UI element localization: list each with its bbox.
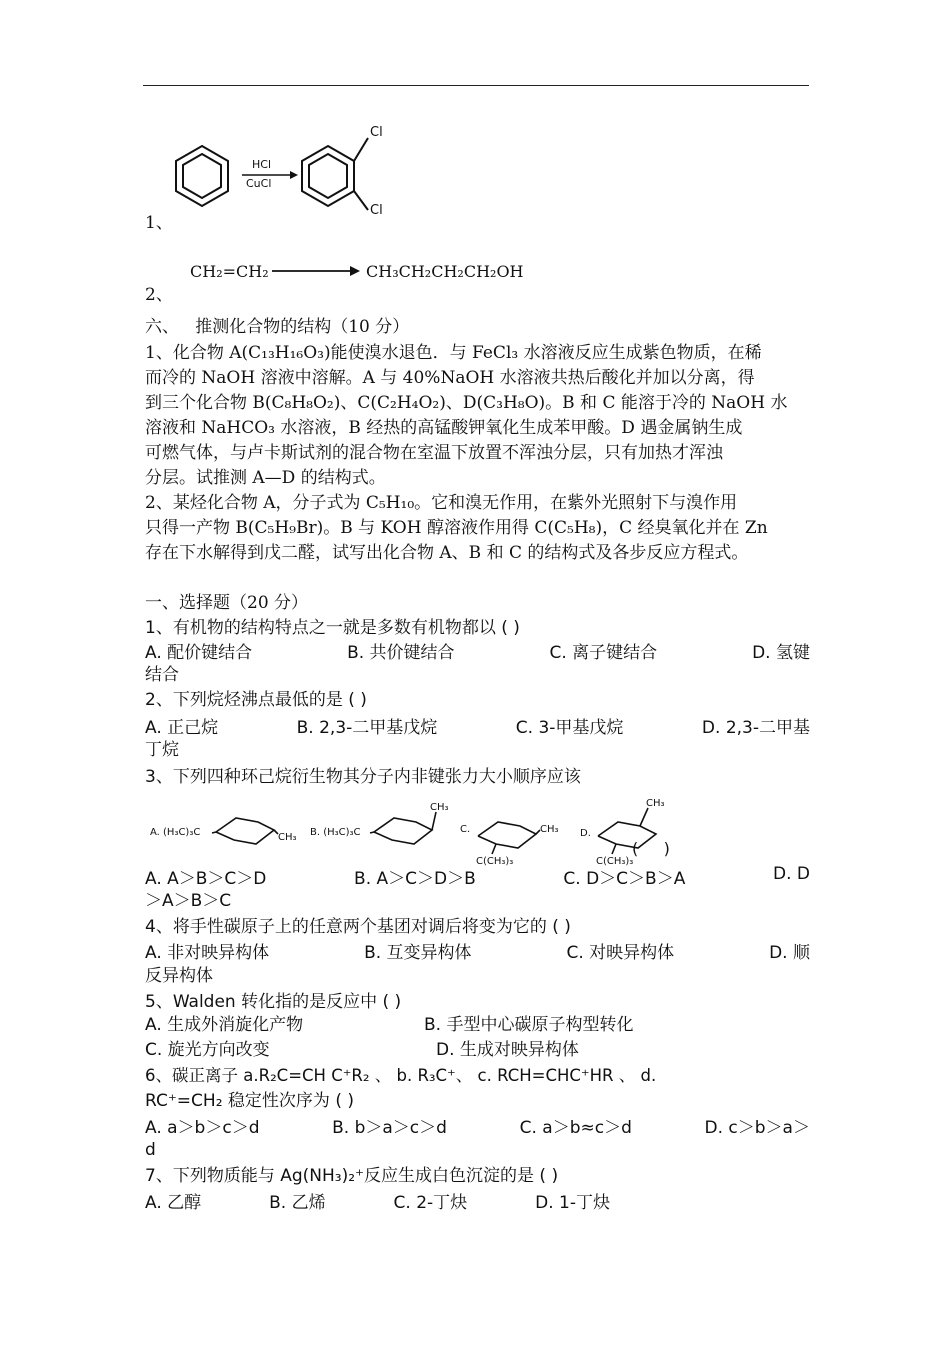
reaction-2-label: 2、 bbox=[145, 285, 173, 305]
section-6-heading: 六、 推测化合物的结构（10 分） bbox=[145, 317, 410, 337]
q7-option-a: A. 乙醇 bbox=[145, 1193, 202, 1213]
q2-option-d-wrap: 丁烷 bbox=[145, 740, 179, 760]
problem-1-line-4: 溶液和 NaHCO₃ 水溶液，B 经热的高锰酸钾氧化生成苯甲酸。D 遇金属钠生成 bbox=[145, 418, 743, 438]
question-6-options bbox=[145, 1113, 810, 1138]
question-4: 4、将手性碳原子上的任意两个基团对调后将变为它的 ( ) bbox=[145, 917, 571, 937]
struct-c-tbutyl: C(CH₃)₃ bbox=[476, 856, 514, 867]
question-1: 1、有机物的结构特点之一就是多数有机物都以 ( ) bbox=[145, 618, 520, 638]
q5-option-a: A. 生成外消旋化产物 bbox=[145, 1015, 304, 1035]
question-3: 3、下列四种环己烷衍生物其分子内非键张力大小顺序应该 bbox=[145, 767, 581, 787]
struct-d-label: D. bbox=[580, 828, 591, 839]
problem-1-line-6: 分层。试推测 A—D 的结构式。 bbox=[145, 468, 386, 488]
q4-option-b: B. 互变异构体 bbox=[364, 943, 472, 963]
q6-option-b: B. b＞a＞c＞d bbox=[332, 1118, 447, 1138]
q6-option-c: C. a＞b≈c＞d bbox=[519, 1118, 632, 1138]
reaction-2-product: CH₃CH₂CH₂CH₂OH bbox=[366, 262, 524, 281]
struct-c-label: C. bbox=[460, 824, 471, 835]
question-3-options bbox=[145, 864, 810, 889]
question-1-options bbox=[145, 638, 810, 663]
question-4-options bbox=[145, 938, 810, 963]
q2-option-c: C. 3-甲基戊烷 bbox=[515, 718, 624, 738]
q6-option-d: D. c＞b＞a＞ bbox=[704, 1118, 810, 1138]
problem-1-line-1: 1、化合物 A(C₁₃H₁₆O₃)能使溴水退色．与 FeCl₃ 水溶液反应生成紫色物质，在稀 bbox=[145, 343, 762, 363]
q3-option-d: D. D bbox=[772, 864, 810, 884]
question-6-line-2: RC⁺=CH₂ 稳定性次序为 ( ) bbox=[145, 1091, 354, 1111]
question-2: 2、下列烷烃沸点最低的是 ( ) bbox=[145, 690, 367, 710]
q7-option-b: B. 乙烯 bbox=[269, 1193, 326, 1213]
q4-option-d: D. 顺 bbox=[769, 943, 810, 963]
question-6-line-1: 6、碳正离子 a.R₂C=CH C⁺R₂ 、 b. R₃C⁺、 c. RCH=CHC⁺HR 、 d. bbox=[145, 1066, 657, 1085]
q6-option-d-wrap: d bbox=[145, 1140, 156, 1160]
reaction-1-label: 1、 bbox=[145, 213, 173, 233]
section-1-heading: 一、选择题（20 分） bbox=[145, 593, 309, 613]
q4-option-c: C. 对映异构体 bbox=[566, 943, 675, 963]
reaction-1-diagram bbox=[160, 118, 400, 228]
q1-option-a: A. 配价键结合 bbox=[145, 643, 253, 663]
struct-b-ring bbox=[370, 812, 436, 844]
reagent-hcl: HCl bbox=[252, 158, 272, 171]
problem-2-line-2: 只得一产物 B(C₅H₉Br)。B 与 KOH 醇溶液作用得 C(C₅H₈)，C 经臭氧化并在 Zn bbox=[145, 518, 768, 538]
problem-1-line-2: 而冷的 NaOH 溶液中溶解。A 与 40%NaOH 水溶液共热后酸化并加以分离，得 bbox=[145, 368, 755, 388]
q3-option-d-wrap: ＞A＞B＞C bbox=[145, 891, 232, 911]
struct-b-label: B. (H₃C)₃C bbox=[310, 827, 361, 838]
q3-option-a: A. A＞B＞C＞D bbox=[145, 869, 267, 889]
problem-2-line-1: 2、某烃化合物 A，分子式为 C₅H₁₀。它和溴无作用，在紫外光照射下与溴作用 bbox=[145, 493, 738, 513]
reagent-cucl: CuCl bbox=[246, 177, 272, 190]
struct-a-ring bbox=[212, 818, 278, 844]
question-7-options bbox=[145, 1188, 610, 1213]
q3-option-c: C. D＞C＞B＞A bbox=[563, 869, 686, 889]
question-7: 7、下列物质能与 Ag(NH₃)₂⁺反应生成白色沉淀的是 ( ) bbox=[145, 1166, 559, 1186]
struct-a-methyl: CH₃ bbox=[278, 832, 297, 843]
q5-option-c: C. 旋光方向改变 bbox=[145, 1040, 270, 1060]
chlorine-bottom: Cl bbox=[370, 203, 383, 218]
q4-option-d-wrap: 反异构体 bbox=[145, 966, 213, 986]
question-3-structures bbox=[148, 792, 708, 868]
benzene-ring bbox=[176, 146, 228, 206]
question-2-options bbox=[145, 713, 810, 738]
q2-option-b: B. 2,3-二甲基戊烷 bbox=[296, 718, 438, 738]
q1-option-b: B. 共价键结合 bbox=[347, 643, 455, 663]
q2-option-d: D. 2,3-二甲基 bbox=[701, 718, 810, 738]
q5-option-b: B. 手型中心碳原子构型转化 bbox=[424, 1015, 634, 1035]
struct-b-methyl: CH₃ bbox=[430, 802, 449, 813]
q6-option-a: A. a＞b＞c＞d bbox=[145, 1118, 260, 1138]
struct-a-label: A. (H₃C)₃C bbox=[150, 827, 201, 838]
chlorine-top: Cl bbox=[370, 125, 383, 140]
struct-d-methyl: CH₃ bbox=[646, 798, 665, 809]
question-5: 5、Walden 转化指的是反应中 ( ) bbox=[145, 992, 402, 1012]
q1-option-d-wrap: 结合 bbox=[145, 665, 179, 685]
problem-1-line-5: 可燃气体，与卢卡斯试剂的混合物在室温下放置不浑浊分层，只有加热才浑浊 bbox=[145, 443, 723, 463]
q7-option-c: C. 2-丁炔 bbox=[393, 1193, 468, 1213]
reaction-2-arrow bbox=[272, 264, 362, 278]
reaction-2-reactant: CH₂=CH₂ bbox=[190, 262, 269, 281]
question-3-paren: ( ) bbox=[632, 839, 670, 858]
header-rule bbox=[143, 85, 809, 86]
q4-option-a: A. 非对映异构体 bbox=[145, 943, 270, 963]
struct-c-methyl: CH₃ bbox=[540, 824, 559, 835]
dichlorobenzene-ring bbox=[302, 138, 368, 210]
q1-option-c: C. 离子键结合 bbox=[549, 643, 658, 663]
struct-c-ring bbox=[478, 822, 540, 854]
q2-option-a: A. 正己烷 bbox=[145, 718, 219, 738]
problem-2-line-3: 存在下水解得到戊二醛，试写出化合物 A、B 和 C 的结构式及各步反应方程式。 bbox=[145, 543, 749, 563]
q5-option-d: D. 生成对映异构体 bbox=[436, 1040, 579, 1060]
q1-option-d: D. 氢键 bbox=[752, 643, 810, 663]
problem-1-line-3: 到三个化合物 B(C₈H₈O₂)、C(C₂H₄O₂)、D(C₃H₈O)。B 和 C 能溶于冷的 NaOH 水 bbox=[145, 393, 788, 413]
struct-d-tbutyl: C(CH₃)₃ bbox=[596, 856, 634, 867]
q3-option-b: B. A＞C＞D＞B bbox=[354, 869, 476, 889]
q7-option-d: D. 1-丁炔 bbox=[535, 1193, 610, 1213]
